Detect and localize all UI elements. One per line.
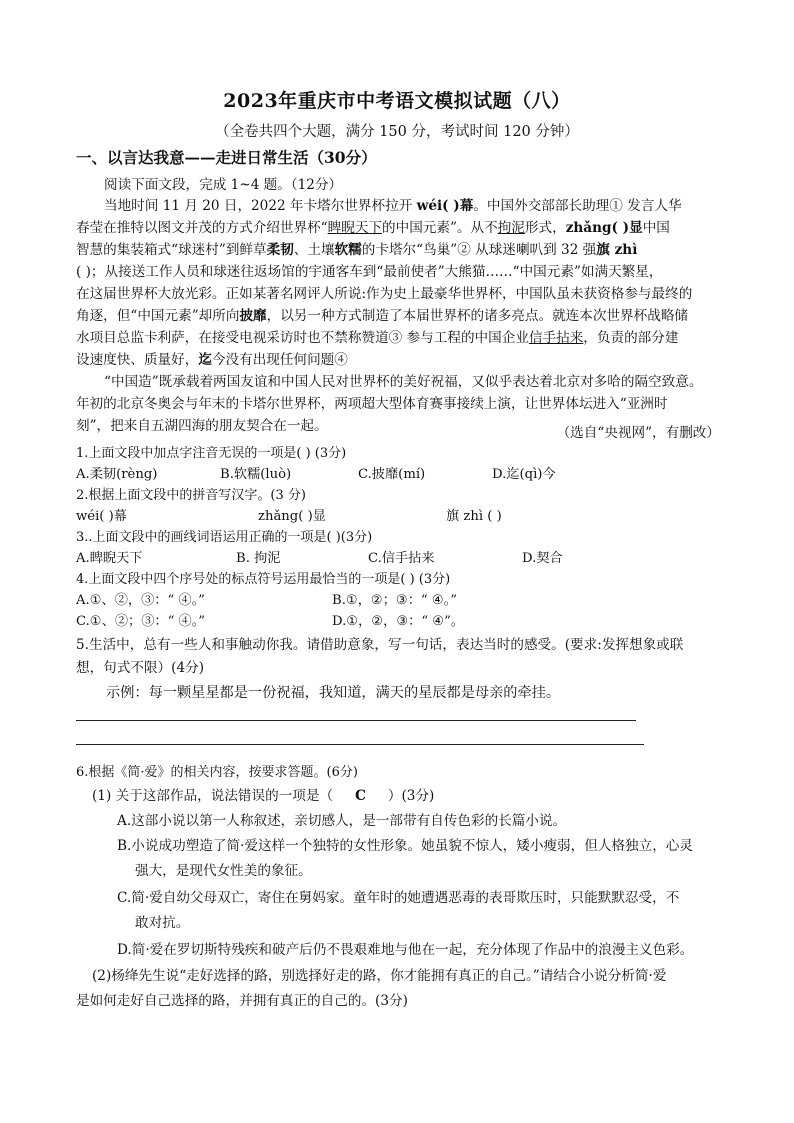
q3-option-c: C.信手拈来 [368,551,435,566]
dotted-term: 软糯 [334,242,362,258]
q1-option-a: A.柔韧(rèng) [76,467,158,482]
q6-sub1-answer: C [355,788,366,804]
passage-line: 水项目总监卡利萨，在接受电视采访时也不禁称赞道③ 参与工程的中国企业信手拈来，负责的部分建 [76,330,679,346]
q6-option-c: C.简·爱自幼父母双亡，寄住在舅妈家。童年时的她遭遇恶毒的表哥欺压时，只能默默忍受，不 [117,890,680,906]
q3-option-b: B. 拘泥 [236,551,281,566]
passage-line: 智慧的集装箱式“球迷村”到鲜草柔韧、土壤软糯的卡塔尔“鸟巢”② 从球迷喇叭到 32 强旗 zhì [76,242,638,258]
q6-sub1-stem: (1) 关于这部作品，说法错误的一项是（ C ）(3分) [92,788,435,804]
underlined-term: 信手拈来 [528,330,584,346]
passage-line: 刻”，把来自五湖四海的朋友契合在一起。 [76,418,328,434]
question-5-stem: 想，句式不限）(4分) [76,660,205,676]
underlined-term: 拘泥 [497,220,525,236]
passage-line: 设速度快、质量好，迄今没有出现任何问题④ [76,352,348,368]
q4-option-b: B.①，②；③：“ ④。” [332,593,457,608]
question-6-stem: 6.根据《简·爱》的相关内容，按要求答题。(6分) [76,765,358,780]
q4-option-a: A.①、②，③：“ ④。” [76,593,205,608]
dotted-term: 迄 [198,352,212,368]
q6-option-b-cont: 强大，是现代女性美的象征。 [135,863,312,879]
answer-line[interactable] [76,744,644,745]
passage-line: 角逐，但“中国元素”却所向披靡，以另一种方式制造了本届世界杯的诸多亮点。就连本次世界杯战略储 [76,308,689,324]
q6-option-d: D.简·爱在罗切斯特残疾和破产后仍不畏艰难地与他在一起，充分体现了作品中的浪漫主义色彩。 [117,942,694,958]
passage-line: “中国造”既承载着两国友谊和中国人民对世界杯的美好祝福，又似乎表达着北京对多哈的隔空致意。 [104,374,703,390]
passage-line: 在这届世界杯大放光彩。正如某著名网评人所说:作为史上最豪华世界杯，中国队虽未获资格参与最终的 [76,286,693,302]
question-3-stem: 3..上面文段中的画线词语运用正确的一项是( )(3分) [76,530,373,545]
passage-line: 春莹在推特以图文并茂的方式介绍世界杯“睥睨天下的中国元素”。从不拘泥形式，zhǎng( )显中国 [76,220,670,236]
exam-subtitle: （全卷共四个大题，满分 150 分，考试时间 120 分钟） [215,124,579,140]
question-2-stem: 2.根据上面文段中的拼音写汉字。(3 分) [76,488,306,503]
q1-option-b: B.软糯(luò) [220,467,292,482]
q5-example: 示例：每一颗星星都是一份祝福，我知道，满天的星辰都是母亲的牵挂。 [106,685,561,701]
question-4-stem: 4.上面文段中四个序号处的标点符号运用最恰当的一项是( ) (3分) [76,572,451,587]
q2-blank-1: wéi( )幕 [76,509,127,524]
dotted-term: 柔韧 [266,242,294,258]
reading-instruction: 阅读下面文段，完成 1~4 题。（12分） [104,177,343,193]
underlined-term: 睥睨天下 [327,220,383,236]
q1-option-d: D.迄(qì)今 [492,467,556,482]
question-1-stem: 1.上面文段中加点字注音无误的一项是( ) (3分) [76,446,347,461]
passage-line: 当地时间 11 月 20 日，2022 年卡塔尔世界杯拉开 wéi( )幕。中国外交部部长助理① 发言人华 [104,198,682,214]
q6-option-a: A.这部小说以第一人称叙述，亲切感人，是一部带有自传色彩的长篇小说。 [117,813,567,829]
q1-option-c: C.披靡(mí) [358,467,426,482]
q4-option-c: C.①、②；③：“ ④。” [76,614,206,629]
q4-option-d: D.①，②，③：“ ④”。 [332,614,465,629]
answer-line[interactable] [76,720,636,721]
exam-title: 2023年重庆市中考语文模拟试题（八） [223,90,571,112]
passage-source: （选自“央视网”，有删改） [556,425,720,441]
q6-option-b: B.小说成功塑造了简·爱这样一个独特的女性形象。她虽貌不惊人，矮小瘦弱，但人格独立，心灵 [117,838,693,854]
passage-line: ( )；从接送工作人员和球迷往返场馆的宇通客车到“最前使者”大熊猫……“中国元素”如满天繁星， [76,264,663,280]
passage-line: 年初的北京冬奥会与年末的卡塔尔世界杯，两项超大型体育赛事接续上演，让世界体坛进入“亚洲时 [76,396,668,412]
q2-blank-3: 旗 zhì ( ) [446,509,502,524]
q2-blank-2: zhǎng( )显 [258,509,326,524]
q6-sub2-stem-cont: 是如何走好自己选择的路，并拥有真正的自己的。(3分) [76,993,408,1009]
q3-option-d: D.契合 [522,551,563,566]
q6-option-c-cont: 敢对抗。 [135,915,190,931]
section-heading: 一、以言达我意——走进日常生活（30分） [76,148,377,167]
dotted-term: 披靡 [239,308,267,324]
q3-option-a: A.睥睨天下 [76,551,143,566]
question-5-stem: 5.生活中，总有一些人和事触动你我。请借助意象，写一句话，表达当时的感受。(要求:发挥想象或联 [76,637,684,653]
q6-sub2-stem: (2)杨绛先生说“走好选择的路，别选择好走的路，你才能拥有真正的自己。”请结合小说分析简·爱 [92,968,667,984]
